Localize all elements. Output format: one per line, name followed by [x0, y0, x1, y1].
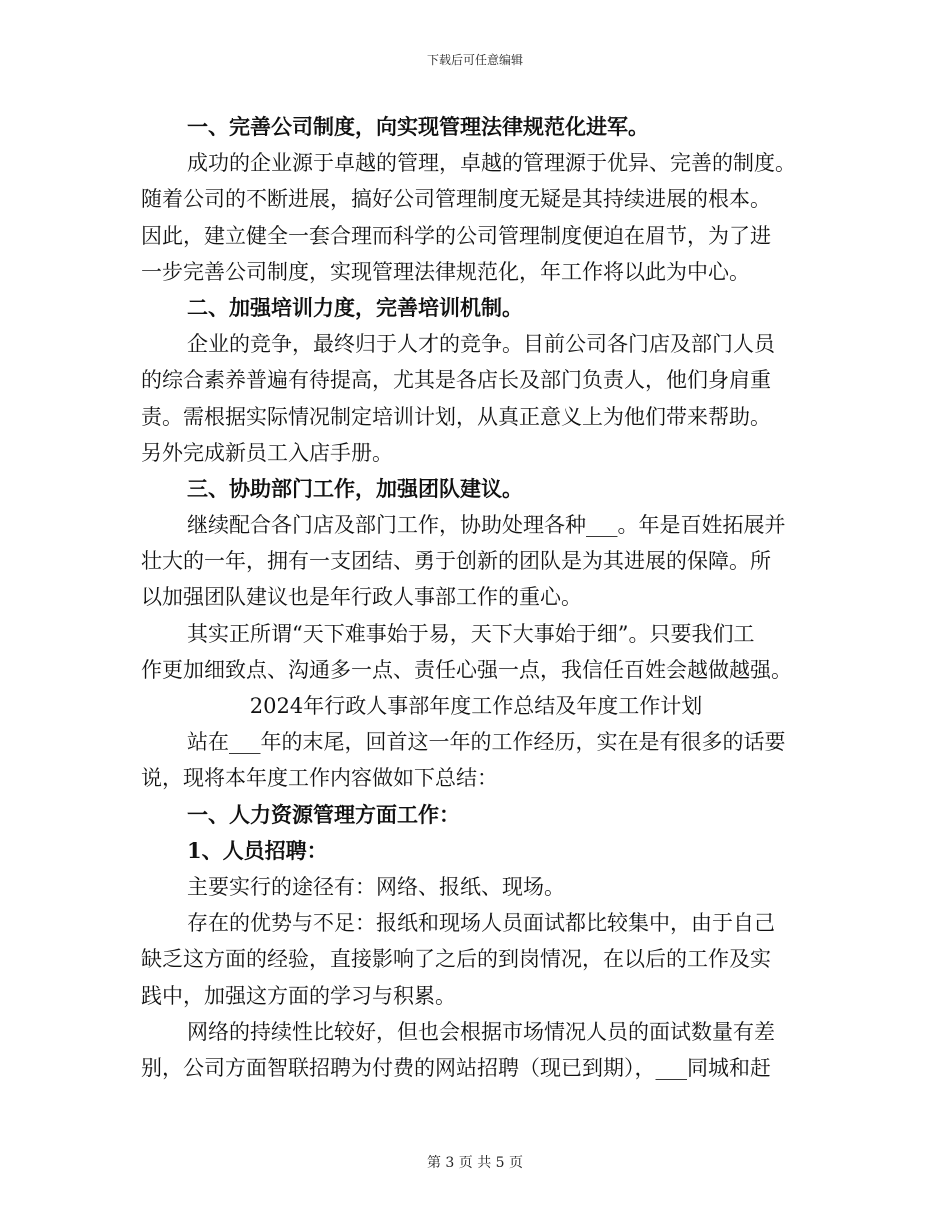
paragraph-line: 壮大的一年，拥有一支团结、勇于创新的团队是为其进展的保障。所 [141, 549, 771, 574]
section-heading-3: 三、协助部门工作，加强团队建议。 [187, 475, 523, 501]
page-number: 第 3 页 共 5 页 [426, 1155, 524, 1171]
paragraph-line: 站在___年的末尾，回首这一年的工作经历，实在是有很多的话要 [187, 730, 786, 755]
paragraph-line: 另外完成新员工入店手册。 [141, 440, 393, 465]
paragraph-line: 其实正所谓“天下难事始于易，天下大事始于细”。只要我们工 [187, 621, 755, 646]
paragraph-line: 别，公司方面智联招聘为付费的网站招聘（现已到期），___同城和赶 [141, 1055, 771, 1080]
paragraph-line: 存在的优势与不足：报纸和现场人员面试都比较集中，由于自己 [187, 911, 775, 936]
document-title: 2024年行政人事部年度工作总结及年度工作计划 [249, 694, 703, 718]
subsection-heading-recruiting: 1、人员招聘： [187, 837, 328, 863]
section-heading-hr: 一、人力资源管理方面工作： [187, 801, 460, 827]
paragraph-line: 主要实行的途径有：网络、报纸、现场。 [187, 874, 565, 899]
paragraph-line: 缺乏这方面的经验，直接影响了之后的到岗情况，在以后的工作及实 [141, 947, 771, 972]
paragraph-line: 企业的竞争，最终归于人才的竞争。目前公司各门店及部门人员 [187, 332, 775, 357]
paragraph-line: 继续配合各门店及部门工作，协助处理各种___。年是百姓拓展并 [187, 513, 786, 538]
paragraph-line: 说，现将本年度工作内容做如下总结： [141, 766, 498, 791]
paragraph-line: 践中，加强这方面的学习与积累。 [141, 983, 456, 1008]
paragraph-line: 责。需根据实际情况制定培训计划，从真正意义上为他们带来帮助。 [141, 404, 771, 429]
paragraph-line: 的综合素养普遍有待提高，尤其是各店长及部门负责人，他们身肩重 [141, 368, 771, 393]
paragraph-line: 成功的企业源于卓越的管理，卓越的管理源于优异、完善的制度。 [187, 151, 796, 176]
paragraph-line: 随着公司的不断进展，搞好公司管理制度无疑是其持续进展的根本。 [141, 187, 771, 212]
paragraph-line: 以加强团队建议也是年行政人事部工作的重心。 [141, 585, 582, 610]
paragraph-line: 一步完善公司制度，实现管理法律规范化，年工作将以此为中心。 [141, 259, 750, 284]
download-note: 下载后可任意编辑 [426, 53, 523, 67]
section-heading-1: 一、完善公司制度，向实现管理法律规范化进军。 [187, 114, 649, 139]
paragraph-line: 网络的持续性比较好，但也会根据市场情况人员的面试数量有差 [187, 1019, 775, 1044]
document-body [141, 109, 811, 1086]
paragraph-line: 因此，建立健全一套合理而科学的公司管理制度便迫在眉节，为了进 [141, 223, 771, 248]
paragraph-line: 作更加细致点、沟通多一点、责任心强一点，我信任百姓会越做越强。 [141, 657, 792, 682]
section-heading-2: 二、加强培训力度，完善培训机制。 [187, 294, 523, 320]
